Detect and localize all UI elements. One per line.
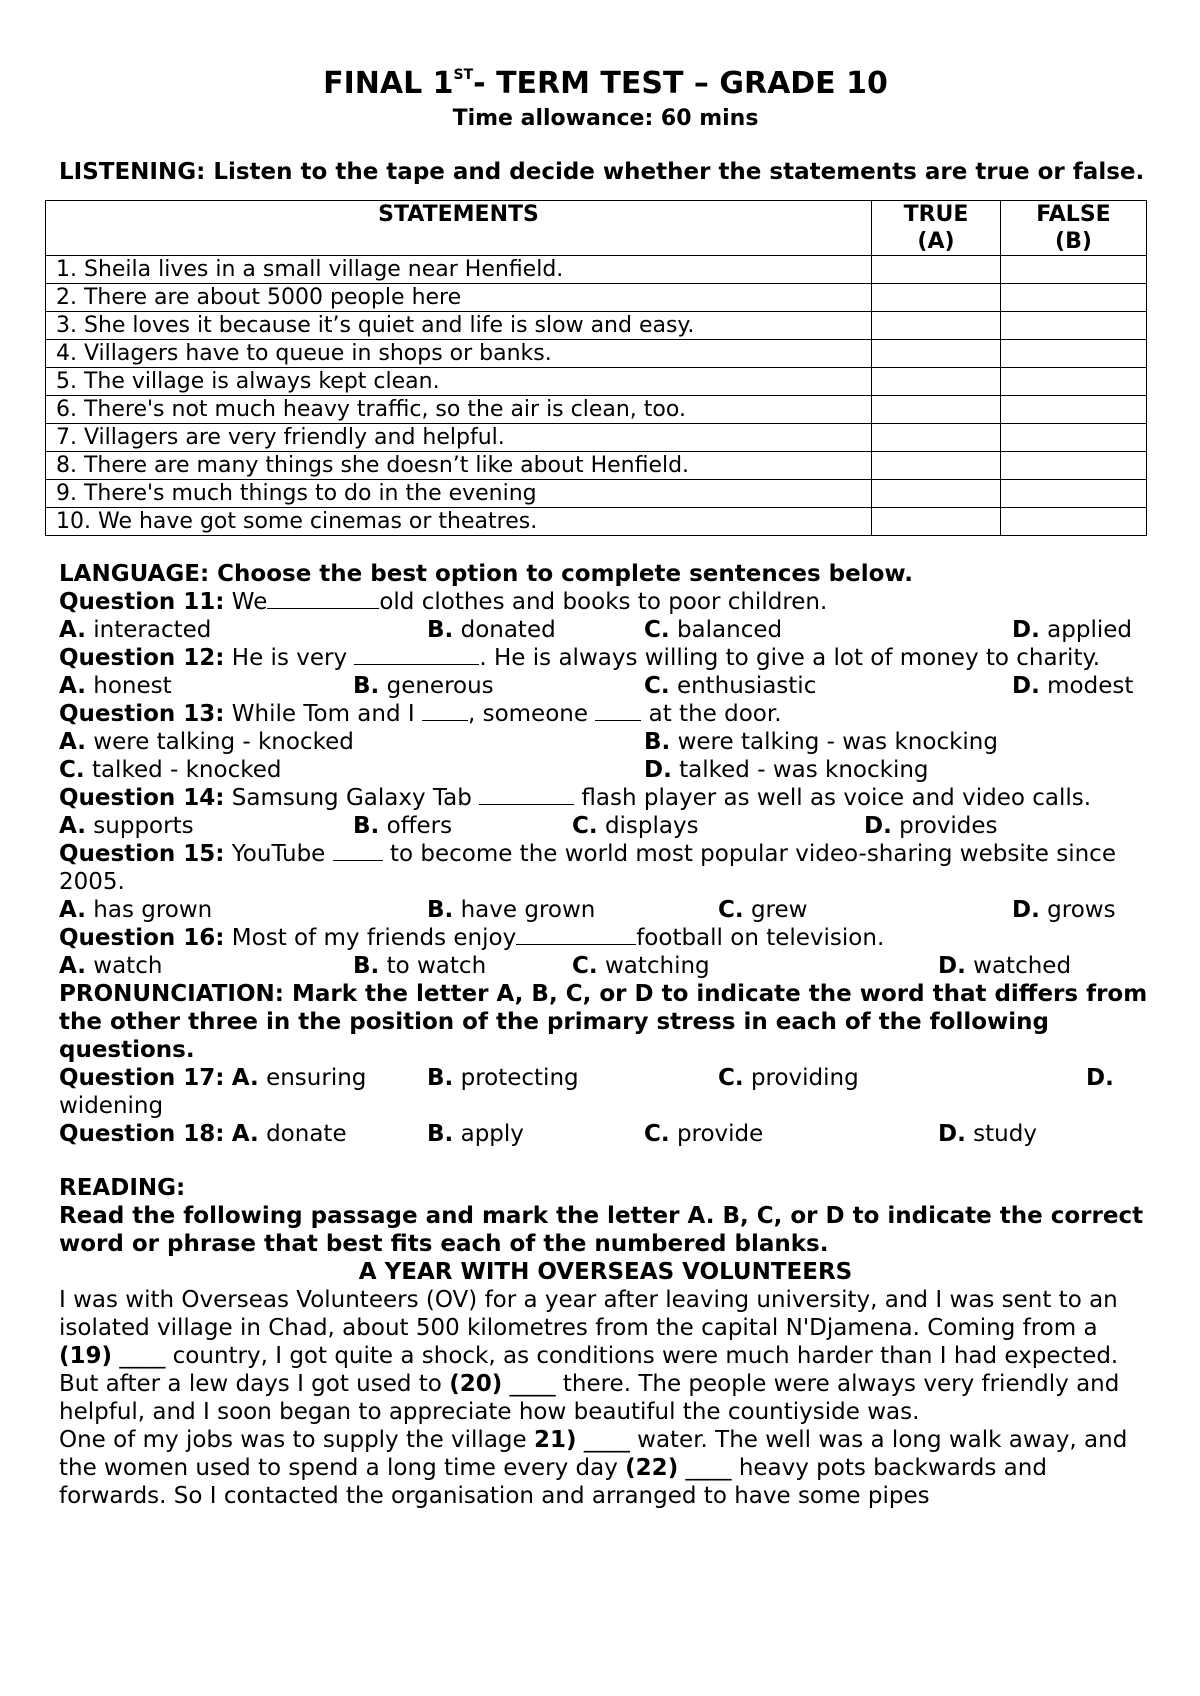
option-b[interactable]: B. donated bbox=[427, 617, 556, 643]
options-13-row1 bbox=[59, 728, 1152, 756]
table-row bbox=[46, 256, 1147, 284]
question-16: Question 16: Most of my friends enjoy football on television. bbox=[59, 925, 885, 951]
table-row bbox=[46, 368, 1147, 396]
option-d[interactable]: D. applied bbox=[1012, 617, 1132, 643]
question-17-d-value: widening bbox=[59, 1093, 164, 1119]
option-b[interactable]: B. protecting bbox=[427, 1065, 579, 1091]
option-b[interactable]: B. generous bbox=[353, 673, 494, 699]
true-answer-cell[interactable] bbox=[872, 424, 1001, 452]
table-row bbox=[46, 480, 1147, 508]
false-header: FALSE (B) bbox=[1001, 201, 1147, 256]
option-c[interactable]: C. displays bbox=[572, 813, 699, 839]
false-answer-cell[interactable] bbox=[1001, 480, 1147, 508]
statement-cell: 7. Villagers are very friendly and helpful. bbox=[46, 424, 872, 452]
false-answer-cell[interactable] bbox=[1001, 312, 1147, 340]
option-a[interactable]: A. interacted bbox=[59, 617, 212, 643]
table-row bbox=[46, 508, 1147, 536]
true-answer-cell[interactable] bbox=[872, 480, 1001, 508]
false-answer-cell[interactable] bbox=[1001, 256, 1147, 284]
option-b[interactable]: B. have grown bbox=[427, 897, 596, 923]
option-d[interactable]: D. grows bbox=[1012, 897, 1116, 923]
option-b[interactable]: B. offers bbox=[353, 813, 453, 839]
option-a[interactable]: A. supports bbox=[59, 813, 194, 839]
table-row bbox=[46, 284, 1147, 312]
question-18-label: Question 18: A. donate bbox=[59, 1121, 347, 1147]
false-answer-cell[interactable] bbox=[1001, 508, 1147, 536]
options-13-row2 bbox=[59, 756, 1152, 784]
listening-instruction: LISTENING: Listen to the tape and decide whether the statements are true or false. bbox=[59, 159, 1145, 185]
statement-cell: 3. She loves it because it’s quiet and life is slow and easy. bbox=[46, 312, 872, 340]
true-answer-cell[interactable] bbox=[872, 368, 1001, 396]
passage-title: A YEAR WITH OVERSEAS VOLUNTEERS bbox=[358, 1259, 853, 1285]
false-answer-cell[interactable] bbox=[1001, 424, 1147, 452]
option-c[interactable]: C. enthusiastic bbox=[644, 673, 817, 699]
page-title: FINAL 1ST- TERM TEST – GRADE 10 bbox=[323, 66, 888, 101]
true-header: TRUE (A) bbox=[872, 201, 1001, 256]
statement-cell: 1. Sheila lives in a small village near Henfield. bbox=[46, 256, 872, 284]
option-a[interactable]: A. watch bbox=[59, 953, 163, 979]
question-12: Question 12: He is very . He is always willing to give a lot of money to charity. bbox=[59, 645, 1101, 671]
option-a[interactable]: A. were talking - knocked bbox=[59, 729, 354, 755]
true-answer-cell[interactable] bbox=[872, 256, 1001, 284]
true-answer-cell[interactable] bbox=[872, 340, 1001, 368]
statement-cell: 10. We have got some cinemas or theatres. bbox=[46, 508, 872, 536]
option-d[interactable]: D. bbox=[1086, 1065, 1114, 1091]
statement-cell: 6. There's not much heavy traffic, so the air is clean, too. bbox=[46, 396, 872, 424]
false-answer-cell[interactable] bbox=[1001, 284, 1147, 312]
options-12 bbox=[59, 672, 1152, 700]
option-b[interactable]: B. to watch bbox=[353, 953, 487, 979]
true-answer-cell[interactable] bbox=[872, 452, 1001, 480]
false-answer-cell[interactable] bbox=[1001, 340, 1147, 368]
options-14 bbox=[59, 812, 1152, 840]
option-d[interactable]: D. study bbox=[938, 1121, 1037, 1147]
reading-instruction: Read the following passage and mark the letter A. B, C, or D to indicate the correct word or phrase that best fits each of the numbered blanks. bbox=[59, 1203, 1144, 1257]
question-15: Question 15: YouTube to become the world most popular video-sharing website since 2005. bbox=[59, 841, 1116, 895]
false-answer-cell[interactable] bbox=[1001, 368, 1147, 396]
option-d[interactable]: D. talked - was knocking bbox=[644, 757, 929, 783]
table-row bbox=[46, 424, 1147, 452]
statements-table bbox=[45, 200, 1147, 536]
question-14: Question 14: Samsung Galaxy Tab flash player as well as voice and video calls. bbox=[59, 785, 1092, 811]
question-11: Question 11: We old clothes and books to poor children. bbox=[59, 589, 828, 615]
option-d[interactable]: D. modest bbox=[1012, 673, 1134, 699]
table-row bbox=[46, 452, 1147, 480]
true-answer-cell[interactable] bbox=[872, 312, 1001, 340]
statement-cell: 5. The village is always kept clean. bbox=[46, 368, 872, 396]
option-c[interactable]: C. balanced bbox=[644, 617, 783, 643]
table-header bbox=[46, 201, 1147, 256]
table-row bbox=[46, 396, 1147, 424]
table-row bbox=[46, 312, 1147, 340]
true-answer-cell[interactable] bbox=[872, 396, 1001, 424]
option-c[interactable]: C. providing bbox=[718, 1065, 859, 1091]
question-17-label: Question 17: A. ensuring bbox=[59, 1065, 367, 1091]
option-c[interactable]: C. grew bbox=[718, 897, 808, 923]
statement-cell: 8. There are many things she doesn’t like about Henfield. bbox=[46, 452, 872, 480]
passage-paragraph-1: I was with Overseas Volunteers (OV) for a year after leaving university, and I was sent to an isolated village in Chad, about 500 kilometres from the capital N'Djamena. Coming from a (19) ____ country, I got quite a shock, as conditions were much harder than I had expected. But after a lew days I got used to (20) ____ there. The people were always very friendly and helpful, and I soon began to appreciate how beautiful the countiyside was. bbox=[59, 1287, 1120, 1425]
true-answer-cell[interactable] bbox=[872, 508, 1001, 536]
statement-cell: 9. There's much things to do in the evening bbox=[46, 480, 872, 508]
option-d[interactable]: D. provides bbox=[864, 813, 998, 839]
false-answer-cell[interactable] bbox=[1001, 452, 1147, 480]
pronunciation-instruction: PRONUNCIATION: Mark the letter A, B, C, or D to indicate the word that differs from the other three in the position of the primary stress in each of the following questions. bbox=[59, 981, 1148, 1063]
option-d[interactable]: D. watched bbox=[938, 953, 1072, 979]
options-11 bbox=[59, 616, 1152, 644]
option-a[interactable]: A. honest bbox=[59, 673, 172, 699]
question-18 bbox=[59, 1120, 1152, 1148]
passage-paragraph-2: One of my jobs was to supply the village 21) ____ water. The well was a long walk away, and the women used to spend a long time every day (22) ____ heavy pots backwards and forwards. So I contacted the organisation and arranged to have some pipes bbox=[59, 1427, 1128, 1509]
statement-cell: 2. There are about 5000 people here bbox=[46, 284, 872, 312]
true-answer-cell[interactable] bbox=[872, 284, 1001, 312]
question-13: Question 13: While Tom and I , someone at the door. bbox=[59, 701, 782, 727]
option-b[interactable]: B. apply bbox=[427, 1121, 524, 1147]
statement-cell: 4. Villagers have to queue in shops or banks. bbox=[46, 340, 872, 368]
statements-header: STATEMENTS bbox=[46, 201, 872, 256]
options-16 bbox=[59, 952, 1152, 980]
option-c[interactable]: C. provide bbox=[644, 1121, 764, 1147]
option-c[interactable]: C. watching bbox=[572, 953, 710, 979]
option-a[interactable]: A. has grown bbox=[59, 897, 213, 923]
reading-heading: READING: bbox=[59, 1175, 186, 1201]
table-row bbox=[46, 340, 1147, 368]
option-c[interactable]: C. talked - knocked bbox=[59, 757, 282, 783]
question-17 bbox=[59, 1064, 1152, 1092]
options-15 bbox=[59, 896, 1152, 924]
option-b[interactable]: B. were talking - was knocking bbox=[644, 729, 998, 755]
false-answer-cell[interactable] bbox=[1001, 396, 1147, 424]
language-instruction: LANGUAGE: Choose the best option to complete sentences below. bbox=[59, 561, 913, 587]
time-allowance: Time allowance: 60 mins bbox=[452, 106, 759, 131]
